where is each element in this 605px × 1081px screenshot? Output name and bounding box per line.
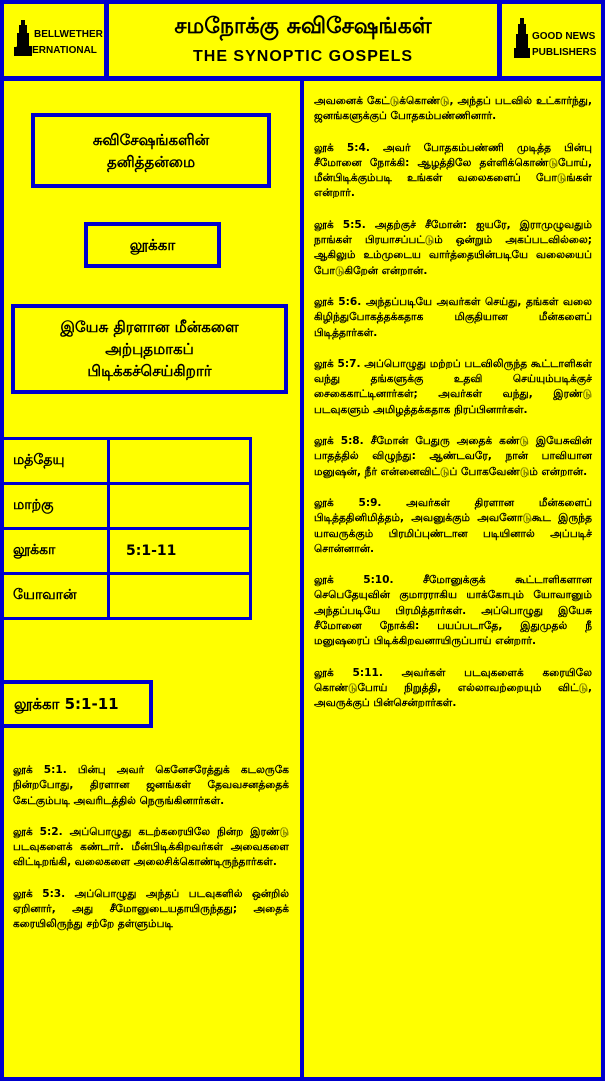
verse-paragraph: அவனைக் கேட்டுக்கொண்டு, அந்தப் படவில் உட்கார்ந்து, ஜனங்களுக்குப் போதகம்பண்ணினார். — [314, 95, 592, 123]
section-heading-line1: சுவிசேஷங்களின் — [92, 130, 210, 149]
story-title-line1: இயேசு திரளான மீன்களை — [60, 318, 239, 336]
right-publisher-line1: GOOD NEWS — [532, 31, 596, 42]
verse-paragraph: லூக் 5:2. அப்பொழுது கடற்கரையிலே நின்ற இரண்டு படவுகளைக் கண்டார். மீன்பிடிக்கிறவர்கள் அவைகளை விட்டிறங்கி, வலைகளை அலைசிக்கொண்டிருந்தார்கள். — [13, 825, 289, 869]
reference-cell — [109, 574, 251, 619]
verse-paragraph: லூக் 5:4. அவர் போதகம்பண்ணி முடித்த பின்பு சீமோனை நோக்கி: ஆழத்திலே தள்ளிக்கொண்டுபோய், மீன்பிடிக்கும்படி உங்கள் வலைகளைப் போடுங்கள் என்றார். — [314, 141, 592, 200]
verse-paragraph: லூக் 5:1. பின்பு அவர் கெனேசரேத்துக் கடலருகே நின்றபோது, திரளான ஜனங்கள் தேவவசனத்தைக் கேட்கும்படி அவரிடத்தில் நெருங்கினார்கள். — [13, 764, 289, 807]
verse-paragraph: லூக் 5:9. அவர்கள் திரளான மீன்களைப் பிடித்ததினிமித்தம், அவனுக்கும் அவனோடுகூட இருந்த யாவருக்கும் பிரமிப்புண்டான படியினால் அப்படிச் சொன்னான். — [314, 496, 592, 555]
gospel-references-table — [0, 437, 252, 620]
right-verses — [314, 94, 592, 728]
passage-label-box — [0, 680, 153, 728]
right-publisher-box — [498, 0, 605, 80]
left-verses — [13, 763, 289, 949]
left-publisher-box — [0, 0, 108, 80]
table-row — [2, 574, 251, 619]
reference-cell: 5:1-11 — [109, 529, 251, 574]
story-title-line2: அற்புதமாகப் — [105, 340, 194, 358]
verse-paragraph: லூக் 5:10. சீமோனுக்குக் கூட்டாளிகளான செபெதேயுவின் குமாரராகிய யாக்கோபும் யோவானும் அந்தப்படியே பிரமித்தார்கள். அப்பொழுது இயேசு சீமோனை நோக்கி: பயப்படாதே, இதுமுதல் நீ மனுஷரைப் பிடிக்கிறவனாயிருப்பாய் என்றார். — [314, 574, 592, 648]
story-title-line3: பிடிக்கச்செய்கிறார் — [87, 362, 212, 380]
verse-paragraph: லூக் 5:11. அவர்கள் படவுகளைக் கரையிலே கொண்டுபோய் நிறுத்தி, எல்லாவற்றையும் விட்டு, அவருக்குப் பின்சென்றார்கள். — [314, 666, 592, 710]
book-cell: யோவான் — [2, 574, 109, 619]
gospel-name: லூக்கா — [129, 236, 176, 254]
title-box — [105, 0, 501, 80]
book-cell: லூக்கா — [2, 529, 109, 574]
title-english: THE SYNOPTIC GOSPELS — [192, 48, 414, 65]
passage-label: லூக்கா 5:1-11 — [14, 695, 119, 713]
story-title-box — [11, 304, 288, 394]
table-row — [2, 484, 251, 529]
table-row — [2, 529, 251, 574]
gospel-name-box — [84, 222, 221, 268]
verse-paragraph: லூக் 5:7. அப்பொழுது மற்றப் படவிலிருந்த கூட்டாளிகள் வந்து தங்களுக்கு உதவி செய்யும்படிக்குச் சைகைகாட்டினார்கள்; அவர்கள் வந்து, இரண்டு படவுகளும் அமிழத்தக்கதாக நிரப்பினார்கள். — [314, 357, 592, 416]
left-publisher-line2: INTERNATIONAL — [16, 45, 97, 56]
right-publisher-line2: PUBLISHERS — [532, 47, 597, 58]
verse-paragraph: லூக் 5:6. அந்தப்படியே அவர்கள் செய்து, தங்கள் வலை கிழிந்துபோகத்தக்கதாக மிகுதியான மீன்களைப் பிடித்தார்கள். — [314, 295, 592, 339]
section-heading-line2: தனித்தன்மை — [106, 152, 196, 171]
reference-cell — [109, 484, 251, 529]
left-publisher-line1: BELLWETHER — [34, 29, 103, 40]
book-cell: மாற்கு — [2, 484, 109, 529]
table-row — [2, 439, 251, 484]
reference-cell — [109, 439, 251, 484]
title-tamil: சமநோக்கு சுவிசேஷங்கள் — [174, 14, 432, 39]
verse-paragraph: லூக் 5:8. சீமோன் பேதுரு அதைக் கண்டு இயேசுவின் பாதத்தில் விழுந்து: ஆண்டவரே, நான் பாவியான மனுஷன், நீர் என்னைவிட்டுப் போகவேண்டும் என்றான். — [314, 435, 592, 478]
tower-icon — [514, 18, 530, 58]
book-cell: மத்தேயு — [2, 439, 109, 484]
verse-paragraph: லூக் 5:5. அதற்குச் சீமோன்: ஐயரே, இராமுழுவதும் நாங்கள் பிரயாசப்பட்டும் ஒன்றும் அகப்படவில்லை; ஆகிலும் உம்முடைய வார்த்தையின்படியே வலையைப் போடுகிறேன் என்றான். — [314, 218, 592, 277]
section-heading-box — [31, 113, 271, 188]
verse-paragraph: லூக் 5:3. அப்பொழுது அந்தப் படவுகளில் ஒன்றில் ஏறினார், அது சீமோனுடையதாயிருந்தது; அதைக் கரையிலிருந்து சற்றே தள்ளும்படி — [13, 887, 289, 931]
